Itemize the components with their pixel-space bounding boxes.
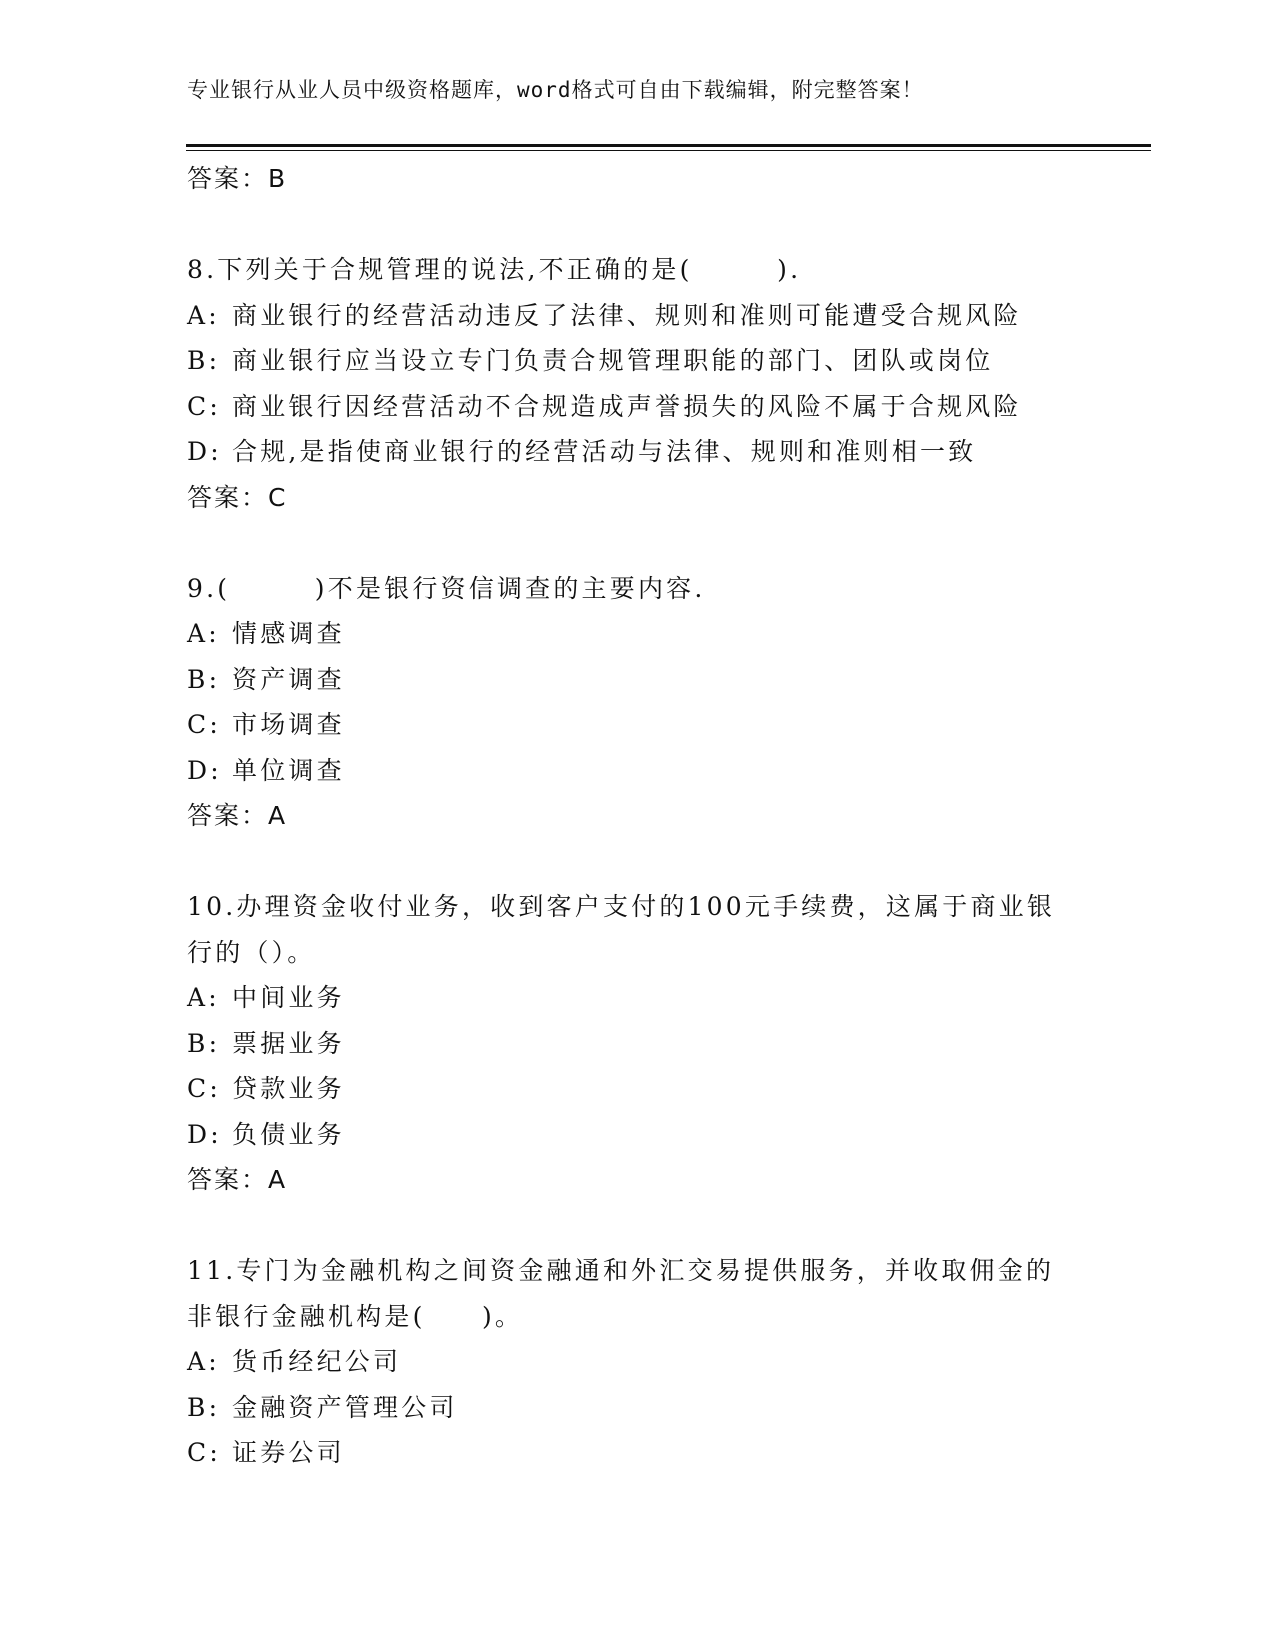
option-text: 商业银行应当设立专门负责合规管理职能的部门、团队或岗位	[232, 346, 994, 375]
question-list	[187, 156, 1087, 1476]
option-b	[187, 1385, 1087, 1431]
option-text: 金融资产管理公司	[232, 1392, 458, 1422]
question-8	[187, 247, 1087, 520]
option-text: 合规,是指使商业银行的经营活动与法律、规则和准则相一致	[232, 437, 977, 466]
option-letter: C:	[187, 391, 221, 421]
option-b	[187, 1021, 1087, 1067]
option-a	[187, 611, 1087, 657]
option-letter: C:	[187, 710, 221, 739]
option-letter: C:	[187, 1074, 221, 1103]
answer-q10: 答案：A	[187, 1165, 288, 1194]
option-text: 单位调查	[232, 755, 345, 785]
option-letter: A:	[187, 1347, 220, 1376]
option-a	[187, 1339, 1087, 1385]
option-letter: B:	[187, 1392, 221, 1422]
option-text: 市场调查	[232, 710, 345, 739]
option-text: 情感调查	[232, 619, 345, 648]
header-rule-thin	[186, 150, 1151, 151]
option-letter: C:	[187, 1438, 221, 1467]
question-9	[187, 566, 1087, 839]
option-text: 中间业务	[232, 983, 345, 1012]
option-d	[187, 1112, 1087, 1158]
option-c	[187, 384, 1087, 430]
question-stem-continued: 非银行金融机构是( )。	[187, 1301, 524, 1331]
option-letter: A:	[187, 619, 220, 648]
option-text: 负债业务	[232, 1119, 345, 1149]
option-b	[187, 338, 1087, 384]
option-letter: B:	[187, 346, 221, 375]
option-letter: A:	[187, 983, 220, 1012]
question-stem: 9.( )不是银行资信调查的主要内容.	[187, 573, 706, 603]
question-stem-continued: 行的（）。	[187, 937, 316, 967]
option-d	[187, 429, 1087, 475]
answer-q9: 答案：A	[187, 801, 288, 830]
option-letter: D:	[187, 437, 222, 466]
header-rule-thick	[186, 144, 1151, 147]
question-11	[187, 1248, 1087, 1476]
option-letter: A:	[187, 300, 220, 330]
option-text: 货币经纪公司	[232, 1347, 402, 1376]
question-stem: 8.下列关于合规管理的说法,不正确的是( ).	[187, 255, 802, 284]
answer-q7: 答案：B	[187, 164, 288, 193]
option-text: 票据业务	[232, 1028, 345, 1058]
option-letter: B:	[187, 1028, 221, 1058]
option-a	[187, 975, 1087, 1021]
option-text: 资产调查	[232, 664, 345, 694]
answer-q8: 答案：C	[187, 482, 288, 512]
option-text: 证券公司	[232, 1438, 345, 1467]
option-text: 商业银行因经营活动不合规造成声誉损失的风险不属于合规风险	[232, 391, 1022, 421]
option-letter: D:	[187, 1119, 222, 1149]
option-d	[187, 748, 1087, 794]
option-letter: B:	[187, 664, 221, 694]
option-c	[187, 1430, 1087, 1476]
option-text: 商业银行的经营活动违反了法律、规则和准则可能遭受合规风险	[232, 300, 1022, 330]
option-letter: D:	[187, 755, 222, 785]
question-10	[187, 884, 1087, 1203]
option-a	[187, 293, 1087, 339]
question-stem: 11.专门为金融机构之间资金融通和外汇交易提供服务，并收取佣金的	[187, 1256, 1055, 1285]
option-c	[187, 1066, 1087, 1112]
page-header: 专业银行从业人员中级资格题库，word格式可自由下载编辑，附完整答案！	[187, 78, 924, 102]
option-c	[187, 702, 1087, 748]
question-stem: 10.办理资金收付业务，收到客户支付的100元手续费，这属于商业银	[187, 892, 1056, 921]
option-text: 贷款业务	[232, 1074, 345, 1103]
option-b	[187, 657, 1087, 703]
